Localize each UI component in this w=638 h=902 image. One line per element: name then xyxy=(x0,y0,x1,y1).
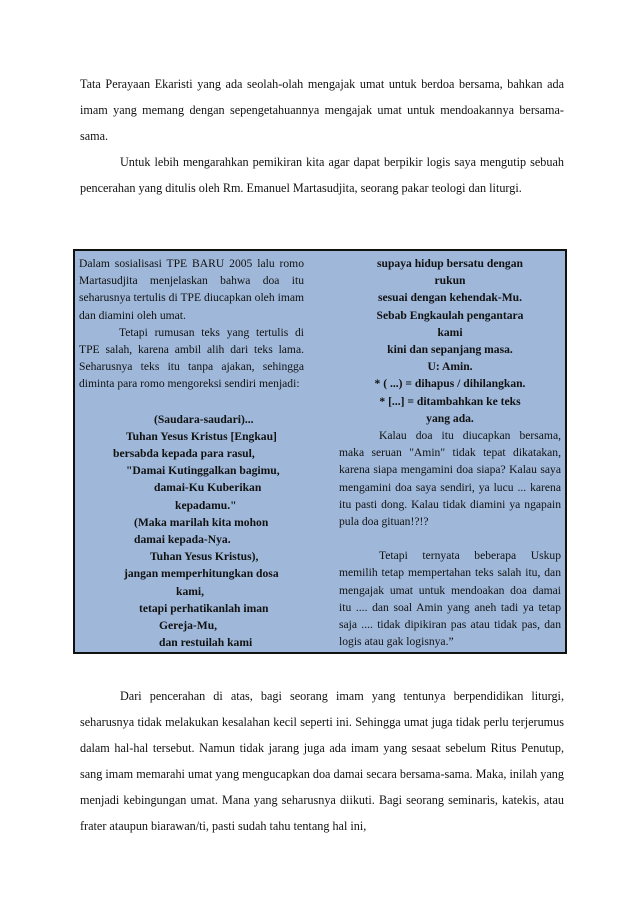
prayer-line: "Damai Kutinggalkan bagimu, xyxy=(126,464,280,478)
prayer-text xyxy=(79,411,304,652)
intro-paragraph-1: Tata Perayaan Ekaristi yang ada seolah-olah mengajak umat untuk berdoa bersama, bahkan ada imam yang memang dengan sepengetahuannya mengajak umat untuk mendoakannya bersama-sama. xyxy=(80,77,564,143)
prayer-line: U: Amin. xyxy=(427,360,473,374)
prayer-line: bersabda kepada para rasul, xyxy=(113,447,255,461)
note-line: * [...] = ditambahkan ke teks xyxy=(379,394,521,408)
quote-left-paragraph-2: Tetapi rumusan teks yang tertulis di TPE salah, karena ambil alih dari teks lama. Seharusnya teks itu tanpa ajakan, sehingga diminta para romo mengoreksi sendiri menjadi: xyxy=(79,325,304,391)
quote-right-column xyxy=(339,255,561,650)
prayer-line: kami, xyxy=(176,584,205,598)
quote-left-column xyxy=(79,255,304,651)
quote-right-paragraph-1: Kalau doa itu diucapkan bersama, maka seruan "Amin" tidak tepat dikatakan, karena siapa mengamini doa siapa? Kalau saya mengamini doa saya sendiri, ya lucu ... karena itu pasti dong. Kalau tidak diamini ya ngapain pula doa gituan!?!? xyxy=(339,429,561,529)
prayer-line: Sebab Engkaulah pengantara xyxy=(376,308,524,322)
prayer-line: kepadamu." xyxy=(175,498,237,512)
prayer-line: Tuhan Yesus Kristus [Engkau] xyxy=(126,429,277,443)
quote-left-paragraph-1: Dalam sosialisasi TPE BARU 2005 lalu romo Martasudjita menjelaskan bahwa doa itu seharusnya tertulis di TPE diucapkan oleh imam dan diamini oleh umat. xyxy=(79,257,304,322)
prayer-continuation xyxy=(339,255,561,427)
prayer-line: damai kepada-Nya. xyxy=(134,533,231,547)
prayer-line: tetapi perhatikanlah iman xyxy=(139,601,269,615)
quote-box xyxy=(73,249,567,654)
prayer-line: jangan memperhitungkan dosa xyxy=(124,567,279,581)
prayer-line: kami xyxy=(437,325,463,339)
intro-paragraph-2: Untuk lebih mengarahkan pemikiran kita agar dapat berpikir logis saya mengutip sebuah pencerahan yang ditulis oleh Rm. Emanuel Martasudjita, seorang pakar teologi dan liturgi. xyxy=(80,155,564,195)
prayer-line: Tuhan Yesus Kristus), xyxy=(150,550,259,564)
note-line: * ( ...) = dihapus / dihilangkan. xyxy=(374,377,526,391)
prayer-line: Gereja-Mu, xyxy=(159,619,218,633)
note-line: yang ada. xyxy=(426,411,474,425)
quote-right-paragraph-2: Tetapi ternyata beberapa Uskup memilih tetap mempertahan teks salah itu, dan mengajak umat untuk mendoakan doa damai itu .... dan soal Amin yang aneh tadi ya tetap saja .... tidak dipikiran pas atau tidak pas, dan logis atau gak logisnya.” xyxy=(339,549,561,649)
prayer-line: kini dan sepanjang masa. xyxy=(387,343,513,357)
prayer-line: (Maka marilah kita mohon xyxy=(134,515,269,529)
outro-paragraph: Dari pencerahan di atas, bagi seorang imam yang tentunya berpendidikan liturgi, seharusnya tidak melakukan kesalahan kecil seperti ini. Sehingga umat juga tidak perlu terjerumus dalam hal-hal tersebut. Namun tidak jarang juga ada imam yang sesaat sebelum Ritus Penutup, sang imam memarahi umat yang mengucapkan doa damai secara bersama-sama. Maka, inilah yang menjadi kebingungan umat. Mana yang seharusnya diikuti. Bagi seorang seminaris, katekis, atau frater ataupun biarawan/ti, pasti sudah tahu tentang hal ini, xyxy=(80,689,564,833)
prayer-line: dan restuilah kami xyxy=(159,636,253,650)
prayer-line: rukun xyxy=(434,274,466,288)
prayer-line: supaya hidup bersatu dengan xyxy=(377,257,523,270)
prayer-line: (Saudara-saudari)... xyxy=(154,412,254,426)
prayer-line: damai-Ku Kuberikan xyxy=(154,481,262,495)
prayer-line: sesuai dengan kehendak-Mu. xyxy=(378,291,522,305)
